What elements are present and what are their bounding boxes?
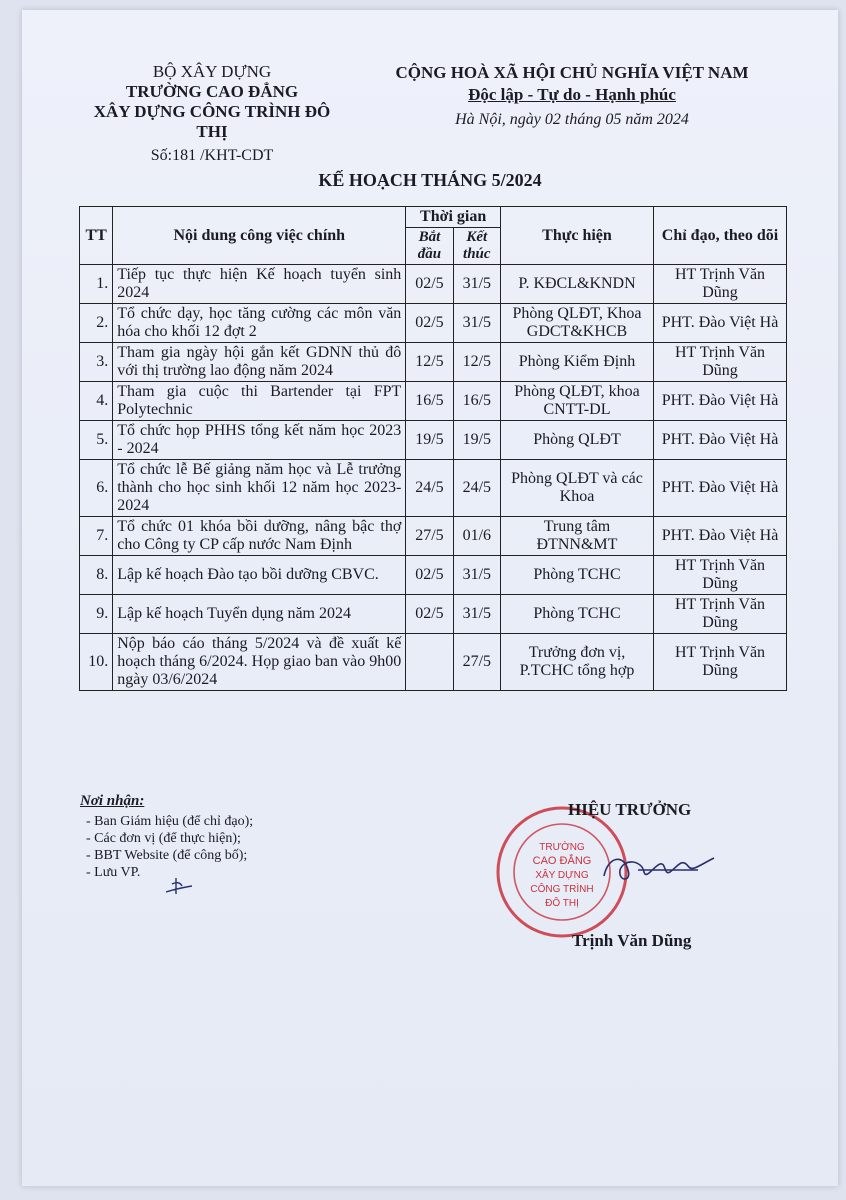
row-director: PHT. Đào Việt Hà xyxy=(654,517,787,556)
row-start-date: 19/5 xyxy=(406,421,453,460)
row-executor: Phòng QLĐT, khoa CNTT-DL xyxy=(500,382,653,421)
row-content: Tiếp tục thực hiện Kế hoạch tuyển sinh 2024 xyxy=(113,265,406,304)
row-number: 5. xyxy=(80,421,113,460)
row-director: HT Trịnh Văn Dũng xyxy=(654,634,787,691)
row-end-date: 01/6 xyxy=(453,517,500,556)
table-row xyxy=(80,517,787,556)
row-content: Lập kế hoạch Đào tạo bồi dưỡng CBVC. xyxy=(113,556,406,595)
table-row xyxy=(80,343,787,382)
row-content: Tham gia cuộc thi Bartender tại FPT Polytechnic xyxy=(113,382,406,421)
row-content: Tổ chức 01 khóa bồi dưỡng, nâng bậc thợ cho Công ty CP cấp nước Nam Định xyxy=(113,517,406,556)
row-number: 3. xyxy=(80,343,113,382)
handwritten-initial xyxy=(162,870,202,900)
place-date: Hà Nội, ngày 02 tháng 05 năm 2024 xyxy=(455,111,689,128)
row-start-date: 02/5 xyxy=(406,556,453,595)
row-executor: Phòng QLĐT và các Khoa xyxy=(500,460,653,517)
table-row xyxy=(80,595,787,634)
row-end-date: 19/5 xyxy=(453,421,500,460)
agency-header xyxy=(82,62,342,166)
col-header-time: Thời gian xyxy=(406,207,501,228)
row-end-date: 31/5 xyxy=(453,304,500,343)
row-director: HT Trịnh Văn Dũng xyxy=(654,343,787,382)
row-content: Lập kế hoạch Tuyển dụng năm 2024 xyxy=(113,595,406,634)
ministry-name: BỘ XÂY DỰNG xyxy=(152,62,272,81)
national-header xyxy=(387,62,757,131)
row-number: 2. xyxy=(80,304,113,343)
school-name-line2: XÂY DỰNG CÔNG TRÌNH ĐÔ THỊ xyxy=(93,102,331,141)
row-executor: Phòng QLĐT, Khoa GDCT&KHCB xyxy=(500,304,653,343)
col-header-content: Nội dung công việc chính xyxy=(113,207,406,265)
row-end-date: 12/5 xyxy=(453,343,500,382)
stamp-line: CÔNG TRÌNH xyxy=(530,884,594,895)
table-header-row xyxy=(80,207,787,228)
table-row xyxy=(80,556,787,595)
row-number: 8. xyxy=(80,556,113,595)
row-content: Tổ chức lễ Bế giảng năm học và Lễ trưởng thành cho học sinh khối 12 năm học 2023-2024 xyxy=(113,460,406,517)
table-body xyxy=(80,265,787,691)
row-director: PHT. Đào Việt Hà xyxy=(654,382,787,421)
handwritten-signature xyxy=(598,836,718,896)
row-end-date: 31/5 xyxy=(453,595,500,634)
table-row xyxy=(80,421,787,460)
row-start-date: 27/5 xyxy=(406,517,453,556)
table-row xyxy=(80,382,787,421)
row-number: 6. xyxy=(80,460,113,517)
document-number: Số:181 /KHT-CDT xyxy=(150,147,274,164)
row-executor: Phòng QLĐT xyxy=(500,421,653,460)
signer-title: HIỆU TRƯỞNG xyxy=(568,800,692,819)
document-page xyxy=(22,10,838,1186)
row-start-date xyxy=(406,634,453,691)
row-director: PHT. Đào Việt Hà xyxy=(654,304,787,343)
stamp-line: ĐÔ THỊ xyxy=(545,898,579,909)
row-executor: Phòng TCHC xyxy=(500,595,653,634)
row-director: PHT. Đào Việt Hà xyxy=(654,460,787,517)
stamp-line: XÂY DỰNG xyxy=(535,870,589,881)
table-row xyxy=(80,265,787,304)
col-header-end: Kết thúc xyxy=(453,228,500,265)
row-content: Nộp báo cáo tháng 5/2024 và đề xuất kế hoạch tháng 6/2024. Họp giao ban vào 9h00 ngày 03/6/2024 xyxy=(113,634,406,691)
row-end-date: 16/5 xyxy=(453,382,500,421)
row-end-date: 24/5 xyxy=(453,460,500,517)
recipient-item: - Lưu VP. xyxy=(86,865,141,880)
row-number: 10. xyxy=(80,634,113,691)
col-header-director: Chỉ đạo, theo dõi xyxy=(654,207,787,265)
row-end-date: 31/5 xyxy=(453,556,500,595)
row-number: 7. xyxy=(80,517,113,556)
row-director: HT Trịnh Văn Dũng xyxy=(654,265,787,304)
row-start-date: 24/5 xyxy=(406,460,453,517)
national-motto: Độc lập - Tự do - Hạnh phúc xyxy=(468,85,676,104)
stamp-line: CAO ĐẲNG xyxy=(532,855,592,867)
row-end-date: 27/5 xyxy=(453,634,500,691)
school-name-line1: TRƯỜNG CAO ĐẲNG xyxy=(125,82,299,101)
nation-name: CỘNG HOÀ XÃ HỘI CHỦ NGHĨA VIỆT NAM xyxy=(395,63,749,82)
row-number: 9. xyxy=(80,595,113,634)
row-director: HT Trịnh Văn Dũng xyxy=(654,556,787,595)
row-start-date: 12/5 xyxy=(406,343,453,382)
row-start-date: 02/5 xyxy=(406,304,453,343)
row-executor: Trưởng đơn vị, P.TCHC tổng hợp xyxy=(500,634,653,691)
recipient-item: - BBT Website (để công bố); xyxy=(86,848,248,863)
recipients-label: Nơi nhận: xyxy=(80,793,145,809)
col-header-tt: TT xyxy=(80,207,113,265)
col-header-executor: Thực hiện xyxy=(500,207,653,265)
row-director: HT Trịnh Văn Dũng xyxy=(654,595,787,634)
row-director: PHT. Đào Việt Hà xyxy=(654,421,787,460)
row-number: 1. xyxy=(80,265,113,304)
row-start-date: 16/5 xyxy=(406,382,453,421)
recipient-item: - Ban Giám hiệu (để chỉ đạo); xyxy=(86,814,254,829)
row-executor: Trung tâm ĐTNN&MT xyxy=(500,517,653,556)
signer-name: Trịnh Văn Dũng xyxy=(572,931,692,950)
recipient-item: - Các đơn vị (để thực hiện); xyxy=(86,831,241,846)
plan-table xyxy=(79,206,787,691)
row-content: Tham gia ngày hội gắn kết GDNN thủ đô với thị trường lao động năm 2024 xyxy=(113,343,406,382)
row-content: Tổ chức họp PHHS tổng kết năm học 2023 - 2024 xyxy=(113,421,406,460)
col-header-start: Bắt đầu xyxy=(406,228,453,265)
row-executor: Phòng Kiểm Định xyxy=(500,343,653,382)
row-executor: P. KĐCL&KNDN xyxy=(500,265,653,304)
row-executor: Phòng TCHC xyxy=(500,556,653,595)
row-start-date: 02/5 xyxy=(406,595,453,634)
stamp-line: TRƯỜNG xyxy=(539,842,585,853)
row-number: 4. xyxy=(80,382,113,421)
table-row xyxy=(80,304,787,343)
row-start-date: 02/5 xyxy=(406,265,453,304)
row-end-date: 31/5 xyxy=(453,265,500,304)
document-title: KẾ HOẠCH THÁNG 5/2024 xyxy=(318,170,542,190)
table-row xyxy=(80,634,787,691)
recipients-block xyxy=(80,793,253,881)
row-content: Tổ chức dạy, học tăng cường các môn văn hóa cho khối 12 đợt 2 xyxy=(113,304,406,343)
table-row xyxy=(80,460,787,517)
